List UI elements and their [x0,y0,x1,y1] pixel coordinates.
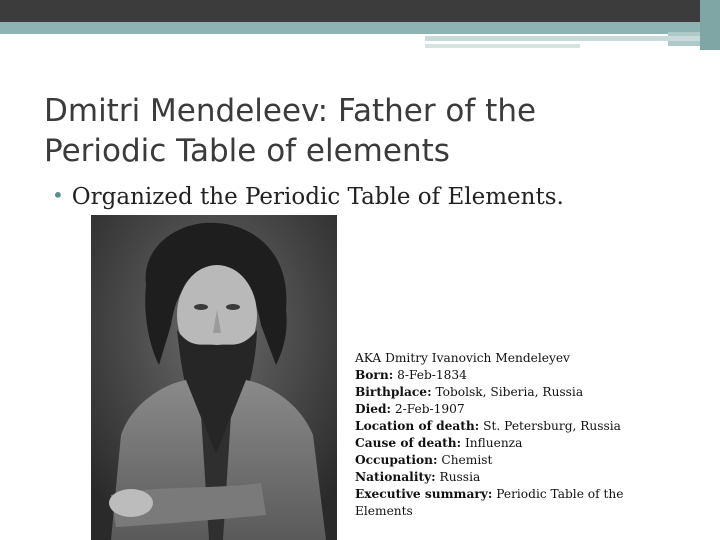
fact-location-value: St. Petersburg, Russia [479,419,621,433]
fact-summary-label: Executive summary: [355,487,493,501]
bullet-text: Organized the Periodic Table of Elements. [71,184,564,210]
fact-born-value: 8-Feb-1834 [393,368,467,382]
fact-occupation-value: Chemist [437,453,493,467]
header-accent-bar [0,22,720,34]
fact-died [355,401,655,418]
slide-title-line-1: Dmitri Mendeleev: Father of the [44,93,537,129]
header-accent-line-2 [425,44,580,48]
fact-location-of-death [355,418,655,435]
fact-summary-value: Periodic Table of the Elements [355,487,624,518]
fact-cause-label: Cause of death: [355,436,462,450]
fact-occupation-label: Occupation: [355,453,438,467]
fact-died-label: Died: [355,402,391,416]
fact-location-label: Location of death: [355,419,480,433]
facts-panel [355,350,655,520]
header-corner-block [700,0,720,50]
header-bar [0,0,720,22]
fact-cause-of-death [355,435,655,452]
fact-aka: AKA Dmitry Ivanovich Mendeleyev [355,351,570,365]
fact-birthplace [355,384,655,401]
fact-executive-summary [355,486,655,520]
fact-birthplace-label: Birthplace: [355,385,432,399]
portrait-illustration [91,215,337,540]
portrait-photo [91,215,337,540]
header-accent-line-1 [425,36,700,41]
fact-nationality-value: Russia [435,470,481,484]
fact-nationality-label: Nationality: [355,470,436,484]
fact-born-label: Born: [355,368,394,382]
slide-title-line-2: Periodic Table of elements [44,133,450,169]
slide-title [44,91,684,171]
bullet-item [52,183,564,210]
fact-died-value: 2-Feb-1907 [390,402,465,416]
fact-nationality [355,469,655,486]
fact-birthplace-value: Tobolsk, Siberia, Russia [431,385,584,399]
fact-occupation [355,452,655,469]
fact-born [355,367,655,384]
fact-cause-value: Influenza [461,436,523,450]
bullet-marker: • [52,183,64,207]
